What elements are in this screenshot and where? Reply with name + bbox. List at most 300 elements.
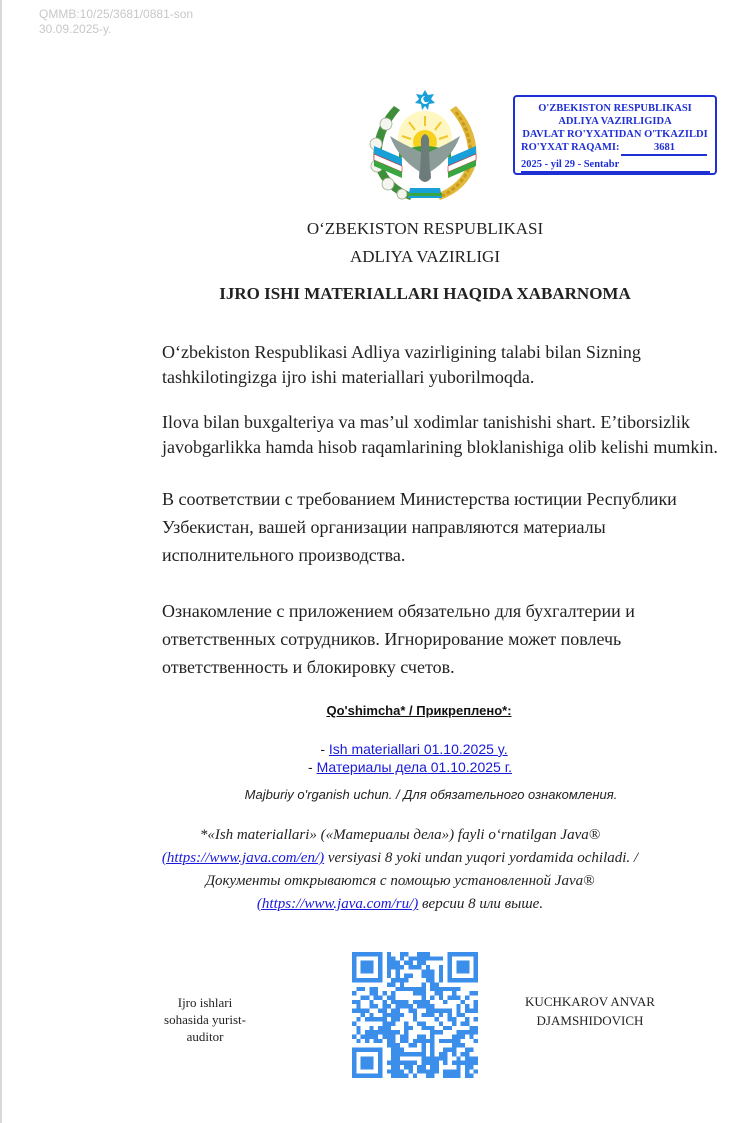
qr-module	[352, 991, 356, 995]
qr-module	[426, 1039, 430, 1043]
stamp-date: 2025 - yil 29 - Sentabr	[521, 158, 710, 173]
qr-module	[452, 1069, 456, 1073]
qr-module	[352, 978, 382, 982]
qr-module	[387, 952, 391, 956]
qr-module	[391, 991, 395, 995]
qr-module	[469, 1008, 473, 1012]
qr-module	[374, 1035, 378, 1039]
qr-module	[391, 982, 395, 986]
qr-module	[395, 978, 399, 982]
qr-module	[456, 987, 460, 991]
attachment-bullet: -	[320, 741, 329, 757]
qr-module	[361, 995, 365, 999]
qr-module	[395, 1061, 399, 1065]
document-reference	[39, 7, 193, 37]
qr-module	[400, 1000, 404, 1004]
qr-module	[426, 1061, 430, 1065]
reference-date: 30.09.2025-y.	[39, 22, 112, 36]
qr-module	[400, 1004, 404, 1008]
qr-module	[382, 1013, 386, 1017]
qr-module	[365, 1039, 369, 1043]
qr-module	[443, 1074, 447, 1078]
qr-module	[395, 1065, 399, 1069]
qr-module	[469, 1065, 473, 1069]
qr-module	[435, 987, 439, 991]
qr-module	[391, 1022, 395, 1026]
qr-module	[387, 982, 391, 986]
qr-module	[426, 1026, 430, 1030]
qr-module	[395, 1056, 399, 1060]
qr-module	[439, 1056, 443, 1060]
qr-module	[356, 1030, 360, 1034]
qr-module	[408, 1026, 412, 1030]
document-title: IJRO ISHI MATERIALLARI HAQIDA XABARNOMA	[219, 284, 631, 303]
qr-module	[448, 1048, 452, 1052]
qr-module	[413, 1074, 417, 1078]
qr-module	[448, 1074, 452, 1078]
qr-module	[474, 1039, 478, 1043]
qr-module	[382, 1017, 386, 1021]
qr-module	[422, 1039, 426, 1043]
qr-module	[369, 1035, 373, 1039]
qr-module	[356, 1004, 360, 1008]
qr-module	[395, 974, 399, 978]
qr-module	[408, 1004, 412, 1008]
qr-module	[413, 956, 417, 960]
qr-module	[408, 1065, 412, 1069]
qr-module	[391, 1048, 395, 1052]
qr-module	[461, 1030, 465, 1034]
qr-module	[443, 1052, 447, 1056]
name-line: KUCHKAROV ANVAR	[525, 994, 655, 1009]
qr-module	[413, 1017, 417, 1021]
qr-module	[417, 1052, 421, 1056]
qr-module	[391, 1013, 395, 1017]
qr-module	[361, 1013, 365, 1017]
qr-module	[461, 1022, 465, 1026]
qr-module	[352, 1000, 356, 1004]
qr-module	[413, 991, 417, 995]
qr-module	[400, 1013, 404, 1017]
attachment-link-ru[interactable]: Материалы дела 01.10.2025 г.	[316, 759, 512, 775]
qr-module	[400, 1039, 404, 1043]
qr-module	[400, 987, 404, 991]
qr-module	[369, 1004, 373, 1008]
qr-module	[422, 1000, 426, 1004]
qr-module	[378, 1048, 382, 1078]
qr-module	[443, 1000, 447, 1004]
qr-module	[417, 1022, 421, 1026]
qr-module	[456, 1074, 460, 1078]
attachments-heading: Qo'shimcha* / Прикреплено*:	[326, 703, 512, 718]
qr-module	[408, 974, 412, 978]
qr-module	[422, 1022, 426, 1026]
java-footnote	[100, 824, 700, 916]
footnote-line-1: *«Ish materiallari» («Материалы дела») fayli o‘rnatilgan Java®	[199, 827, 601, 843]
qr-module	[374, 987, 378, 991]
java-link-ru[interactable]: (https://www.java.com/ru/)	[256, 896, 419, 912]
stamp-line-2: ADLIYA VAZIRLIGIDA	[558, 116, 672, 127]
qr-module	[422, 1048, 426, 1052]
qr-module	[417, 1000, 421, 1004]
qr-module	[426, 1000, 430, 1004]
qr-module	[465, 1065, 469, 1069]
paragraph-ru-1	[162, 485, 677, 569]
qr-module	[417, 965, 421, 969]
paragraph-line: tashkilotingizga ijro ishi materiallari yuborilmoqda.	[162, 367, 535, 387]
attachment-link-uz[interactable]: Ish materiallari 01.10.2025 y.	[328, 741, 508, 757]
qr-module	[400, 956, 404, 960]
qr-module	[452, 991, 456, 995]
qr-module	[352, 1074, 382, 1078]
qr-module	[430, 1043, 434, 1047]
qr-module	[374, 1039, 378, 1043]
qr-module	[352, 952, 356, 982]
qr-module	[435, 1017, 439, 1021]
qr-module	[426, 1074, 430, 1078]
qr-module	[395, 1030, 399, 1034]
qr-module	[435, 1008, 439, 1012]
qr-module	[461, 1061, 465, 1065]
qr-module	[413, 1013, 417, 1017]
qr-module	[391, 1000, 395, 1004]
qr-module	[430, 1056, 434, 1060]
qr-module	[465, 1074, 469, 1078]
qr-module	[400, 1069, 404, 1073]
qr-module	[474, 1000, 478, 1004]
qr-module	[395, 1017, 399, 1021]
qr-module	[391, 1056, 395, 1060]
paragraph-line: javobgarlikka hamda hisob raqamlarining bloklanishiga olib kelishi mumkin.	[162, 437, 718, 457]
qr-module	[422, 952, 426, 956]
qr-module	[448, 1017, 452, 1021]
paragraph-ru-2	[162, 597, 635, 681]
qr-module	[435, 982, 439, 986]
qr-module	[422, 974, 426, 978]
qr-module	[408, 987, 412, 991]
qr-module	[352, 1035, 356, 1039]
java-link-en[interactable]: (https://www.java.com/en/)	[161, 850, 325, 866]
qr-module	[404, 1039, 408, 1043]
qr-module	[374, 1030, 378, 1034]
qr-module	[469, 991, 473, 995]
qr-module	[352, 1022, 356, 1026]
qr-module	[474, 991, 478, 995]
qr-code-icon[interactable]	[352, 950, 478, 1080]
footnote-text: versiyasi 8 yoki undan yuqori yordamida ochiladi. /	[324, 850, 639, 866]
qr-module	[448, 1013, 452, 1017]
qr-module	[391, 1039, 395, 1043]
qr-module	[456, 1065, 460, 1069]
qr-module	[356, 1026, 360, 1030]
qr-module	[400, 952, 404, 956]
qr-module	[448, 995, 452, 999]
qr-module	[391, 995, 395, 999]
qr-module	[382, 1008, 386, 1012]
qr-module	[452, 1043, 456, 1047]
qr-module	[456, 1069, 460, 1073]
position-line: sohasida yurist-	[164, 1012, 246, 1027]
qr-module	[426, 956, 430, 960]
paragraph-line: Ilova bilan buxgalteriya va mas’ul xodimlar tanishishi shart. E’tiborsizlik	[162, 412, 691, 432]
qr-module	[452, 995, 456, 999]
qr-module	[439, 1022, 443, 1026]
qr-module	[456, 1039, 460, 1043]
qr-module	[395, 1008, 399, 1012]
qr-module	[469, 1074, 473, 1078]
qr-module	[404, 952, 408, 956]
qr-module	[395, 965, 399, 969]
qr-module	[387, 1035, 391, 1039]
qr-module	[374, 991, 378, 995]
qr-module	[378, 1030, 382, 1034]
qr-module	[395, 987, 399, 991]
org-title-line-2: ADLIYA VAZIRLIGI	[349, 247, 500, 266]
qr-module	[422, 1069, 426, 1073]
qr-module	[387, 1030, 391, 1034]
qr-module	[404, 961, 408, 965]
qr-module	[430, 1065, 434, 1069]
qr-module	[395, 1000, 399, 1004]
qr-module	[439, 974, 443, 978]
qr-module	[365, 1030, 369, 1034]
qr-module	[391, 978, 395, 982]
qr-module	[456, 1013, 460, 1017]
qr-module	[465, 1030, 469, 1034]
qr-module	[465, 1022, 469, 1026]
qr-module	[391, 1043, 395, 1047]
qr-module	[426, 952, 430, 956]
qr-module	[387, 1022, 391, 1026]
qr-module	[452, 1048, 456, 1052]
qr-module	[474, 1004, 478, 1008]
paragraph-line: ответственных сотрудников. Игнорирование может повлечь	[162, 629, 622, 649]
qr-module	[469, 1030, 473, 1034]
qr-module	[417, 956, 421, 960]
qr-module	[430, 1039, 434, 1043]
footnote-text: версии 8 или выше.	[418, 896, 544, 912]
qr-module	[387, 956, 391, 960]
qr-module	[465, 1052, 469, 1056]
qr-module	[369, 1026, 373, 1030]
qr-module	[452, 987, 456, 991]
qr-module	[452, 1017, 456, 1021]
qr-module	[374, 1004, 378, 1008]
qr-module	[408, 1043, 412, 1047]
qr-module	[395, 969, 399, 973]
qr-module	[387, 1013, 391, 1017]
qr-module	[391, 1008, 395, 1012]
qr-module	[430, 1035, 434, 1039]
qr-module	[404, 987, 408, 991]
qr-module	[439, 969, 443, 973]
qr-module	[435, 1056, 439, 1060]
qr-module	[382, 1035, 386, 1039]
qr-module	[404, 1065, 408, 1069]
qr-module	[435, 1065, 439, 1069]
qr-module	[382, 1026, 386, 1030]
qr-module	[404, 1074, 408, 1078]
qr-module	[361, 1035, 365, 1039]
qr-module	[422, 1065, 426, 1069]
qr-module	[439, 965, 443, 969]
qr-module	[452, 1052, 456, 1056]
qr-module	[430, 995, 434, 999]
qr-module	[365, 1035, 369, 1039]
qr-module	[430, 978, 434, 982]
qr-module	[465, 1069, 469, 1073]
qr-module	[439, 991, 443, 995]
qr-module	[430, 982, 434, 986]
qr-module	[469, 1056, 473, 1060]
qr-module	[387, 1043, 391, 1047]
qr-module	[474, 1030, 478, 1034]
qr-module	[417, 1004, 421, 1008]
qr-module	[387, 1039, 391, 1043]
qr-module	[378, 1026, 382, 1030]
qr-module	[404, 1004, 408, 1008]
paragraph-line: В соответствии с требованием Министерства юстиции Республики	[162, 489, 677, 509]
qr-module	[369, 987, 373, 991]
qr-module	[356, 1017, 360, 1021]
qr-module	[422, 961, 426, 965]
qr-module	[404, 974, 408, 978]
qr-module	[422, 1061, 426, 1065]
position-line: auditor	[186, 1029, 224, 1044]
qr-module	[443, 1039, 447, 1043]
stamp-line-1: O'ZBEKISTON RESPUBLIKASI	[538, 103, 692, 114]
qr-module	[461, 1000, 465, 1004]
qr-module	[474, 1026, 478, 1030]
qr-module	[387, 974, 391, 978]
attachment-item	[0, 758, 744, 776]
qr-module	[469, 1048, 473, 1052]
qr-module	[461, 1035, 465, 1039]
qr-module	[435, 1061, 439, 1065]
qr-module	[426, 1013, 430, 1017]
qr-module	[378, 1039, 382, 1043]
qr-module	[382, 1004, 386, 1008]
qr-module	[413, 1008, 417, 1012]
qr-module	[404, 1000, 408, 1004]
qr-module	[400, 1048, 404, 1052]
name-line: DJAMSHIDOVICH	[536, 1013, 644, 1028]
qr-module	[378, 952, 382, 982]
qr-module	[413, 1052, 417, 1056]
qr-module	[374, 1017, 378, 1021]
qr-module	[426, 1069, 430, 1073]
qr-module	[417, 1069, 421, 1073]
qr-module	[439, 987, 443, 991]
qr-module	[456, 1043, 460, 1047]
qr-module	[413, 1039, 417, 1043]
stamp-registration-number: 3681	[621, 141, 707, 156]
qr-module	[430, 969, 434, 973]
qr-module	[448, 1069, 452, 1073]
qr-module	[417, 1039, 421, 1043]
qr-module	[461, 1043, 465, 1047]
qr-module	[391, 965, 395, 969]
qr-module	[426, 1008, 430, 1012]
qr-module	[430, 1061, 434, 1065]
qr-module	[365, 1008, 369, 1012]
qr-module	[465, 995, 469, 999]
qr-module	[422, 969, 426, 973]
qr-module	[452, 1022, 456, 1026]
qr-module	[395, 1069, 399, 1073]
qr-module	[378, 1008, 382, 1012]
qr-module	[426, 974, 430, 978]
qr-module	[474, 1017, 478, 1021]
qr-module	[404, 1026, 408, 1030]
qr-module	[430, 1004, 434, 1008]
qr-module	[395, 961, 399, 965]
qr-module	[465, 1008, 469, 1012]
qr-module	[391, 1065, 395, 1069]
qr-module	[474, 1008, 478, 1012]
qr-module	[422, 956, 426, 960]
qr-module	[395, 1004, 399, 1008]
qr-module	[456, 1056, 460, 1060]
qr-module	[408, 1052, 412, 1056]
paragraph-uz-1	[162, 340, 641, 390]
paragraph-line: Узбекистан, вашей организации направляются материалы	[162, 517, 606, 537]
qr-module	[448, 978, 478, 982]
registration-stamp	[513, 95, 717, 175]
qr-module	[404, 1035, 408, 1039]
qr-module	[417, 952, 421, 956]
qr-module	[365, 1017, 369, 1021]
qr-module	[430, 1048, 434, 1052]
qr-module	[443, 1061, 447, 1065]
qr-module	[408, 965, 412, 969]
org-title-line-1: O‘ZBEKISTON RESPUBLIKASI	[306, 219, 544, 238]
paragraph-line: ответственность и блокировку счетов.	[162, 657, 455, 677]
qr-module	[448, 1008, 452, 1012]
footnote-line-2	[100, 847, 700, 870]
qr-module	[400, 965, 404, 969]
qr-module	[439, 978, 443, 982]
qr-module	[443, 1048, 447, 1052]
qr-module	[387, 1069, 391, 1073]
qr-module	[408, 1008, 412, 1012]
qr-module	[469, 1061, 473, 1065]
qr-module	[356, 1008, 360, 1012]
qr-module	[391, 1030, 395, 1034]
attachments-list	[0, 740, 744, 776]
qr-module	[435, 1069, 439, 1073]
qr-module	[439, 956, 443, 960]
qr-module	[465, 1048, 469, 1052]
qr-module	[456, 961, 469, 974]
qr-module	[400, 1052, 404, 1056]
stamp-line-3: DAVLAT RO'YXATIDAN O'TKAZILDI	[522, 129, 708, 140]
qr-module	[413, 1061, 417, 1065]
qr-module	[369, 1030, 373, 1034]
qr-module	[461, 1052, 465, 1056]
qr-module	[400, 978, 404, 982]
qr-module	[413, 1000, 417, 1004]
qr-module	[417, 1065, 421, 1069]
qr-module	[430, 1052, 434, 1056]
qr-module	[465, 1017, 469, 1021]
qr-module	[387, 1026, 391, 1030]
qr-module	[443, 1056, 447, 1060]
qr-module	[452, 1039, 456, 1043]
qr-module	[422, 1026, 426, 1030]
qr-module	[391, 956, 395, 960]
qr-module	[469, 1035, 473, 1039]
